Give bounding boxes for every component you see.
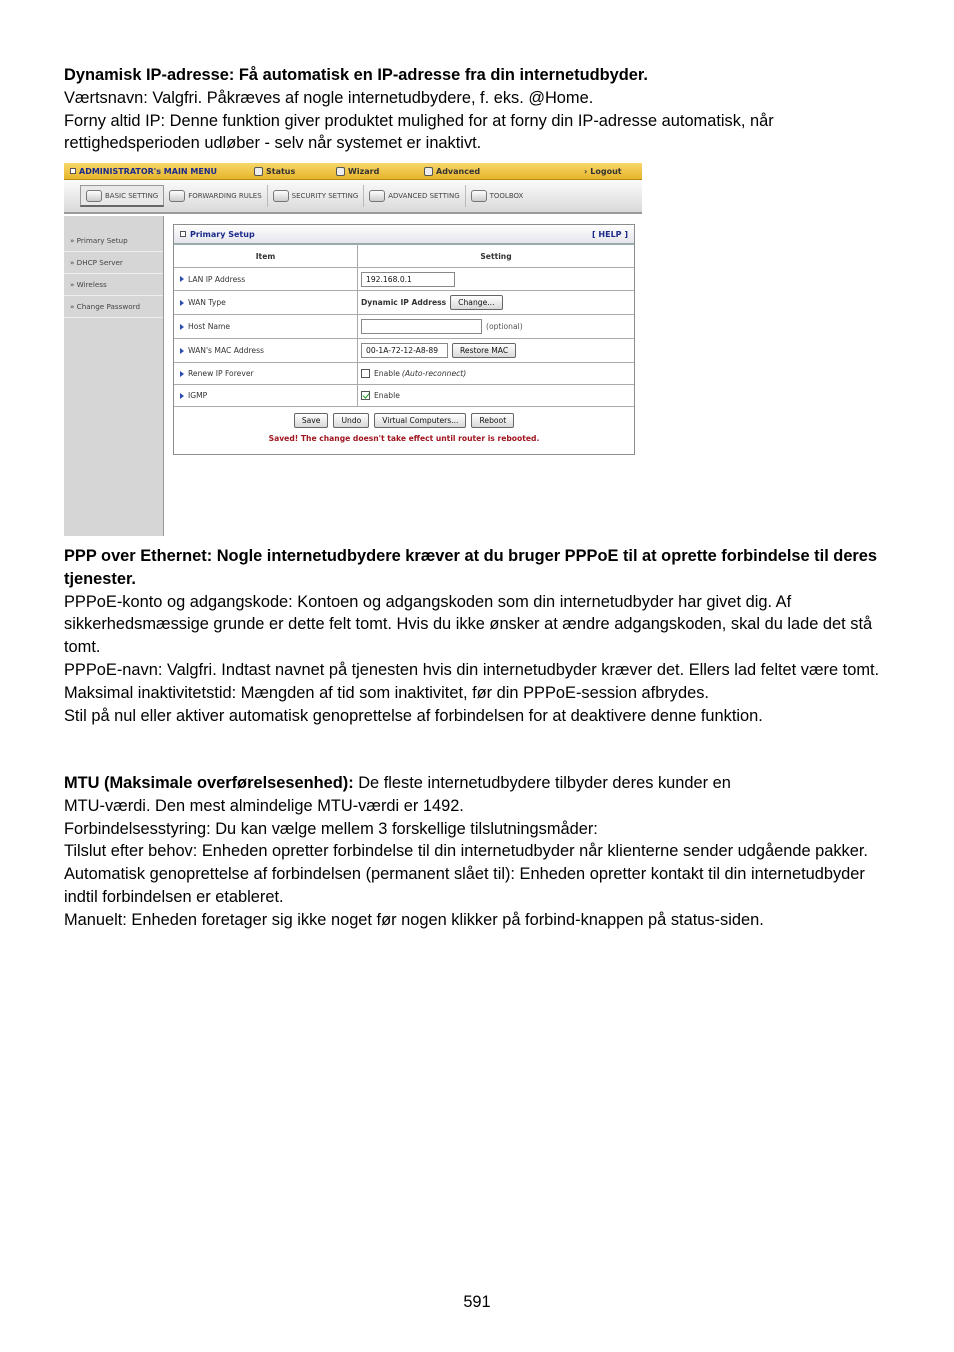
change-button[interactable]: Change... — [450, 295, 502, 310]
section-heading: Dynamisk IP-adresse: Få automatisk en IP-adresse fra din internetudbyder. — [64, 66, 648, 84]
tab-security-setting[interactable]: SECURITY SETTING — [268, 185, 365, 207]
table-row — [174, 315, 634, 339]
column-header-item: Item — [174, 245, 358, 267]
arrow-right-icon — [180, 300, 184, 306]
panel-title-bar — [174, 225, 634, 245]
wizard-icon — [336, 167, 345, 176]
router-sidebar — [64, 216, 164, 536]
table-row — [174, 385, 634, 407]
paragraph: PPPoE-navn: Valgfri. Indtast navnet på tjenesten hvis din internetudbyder kræver det. Ellers lad feltet være tomt. — [64, 660, 880, 679]
page-number: 591 — [463, 1293, 491, 1311]
renew-ip-checkbox[interactable] — [361, 369, 370, 378]
paragraph — [64, 772, 894, 795]
wan-mac-input[interactable]: 00-1A-72-12-A8-89 — [361, 343, 448, 358]
paragraph: Maksimal inaktivitetstid: Mængden af tid som inaktivitet, før din PPPoE-session afbrydes. — [64, 683, 709, 702]
table-row — [174, 339, 634, 363]
tab-advanced-setting[interactable]: ADVANCED SETTING — [364, 185, 465, 207]
panel-title: Primary Setup — [190, 229, 255, 239]
table-header — [174, 245, 634, 268]
advanced-icon — [424, 167, 433, 176]
host-name-input[interactable] — [361, 319, 482, 334]
primary-setup-panel — [173, 224, 635, 455]
chevron-right-icon: › — [584, 166, 588, 176]
advanced-setting-icon — [369, 190, 385, 202]
basic-setting-icon — [86, 190, 102, 202]
paragraph: Værtsnavn: Valgfri. Påkræves af nogle internetudbydere, f. eks. @Home. — [64, 88, 594, 107]
arrow-right-icon — [180, 324, 184, 330]
host-name-hint: (optional) — [486, 322, 523, 331]
section-mtu — [64, 772, 894, 932]
undo-button[interactable]: Undo — [333, 413, 369, 428]
logout-link[interactable]: › Logout — [584, 166, 622, 176]
section-dynamic-ip — [64, 64, 894, 155]
paragraph: Forbindelsesstyring: Du kan vælge mellem 3 forskellige tilslutningsmåder: — [64, 819, 598, 838]
sidebar-item-primary-setup[interactable]: » Primary Setup — [64, 230, 163, 252]
wan-type-label: WAN Type — [188, 298, 226, 307]
router-tab-bar — [64, 180, 642, 214]
paragraph: Tilslut efter behov: Enheden opretter forbindelse til din internetudbyder når klienterne sender udgående pakker. — [64, 842, 868, 861]
igmp-label: IGMP — [188, 391, 208, 400]
saved-message: Saved! The change doesn't take effect until router is rebooted. — [268, 434, 540, 443]
advanced-link[interactable]: Advanced — [424, 167, 480, 176]
arrow-right-icon — [180, 393, 184, 399]
sidebar-item-dhcp-server[interactable]: » DHCP Server — [64, 252, 163, 274]
restore-mac-button[interactable]: Restore MAC — [452, 343, 516, 358]
wan-type-value: Dynamic IP Address — [361, 298, 447, 307]
arrow-right-icon — [180, 371, 184, 377]
mtu-description: De fleste internetudbydere tilbyder deres kunder en — [353, 774, 731, 792]
paragraph: PPPoE-konto og adgangskode: Kontoen og adgangskoden som din internetudbyder har givet dig. Af sikkerhedsmæssige grunde er dette felt tomt. Hvis du ikke ønsker at ændre adgangskoden, skal du lade det stå tomt. — [64, 592, 873, 657]
section-heading: PPP over Ethernet: Nogle internetudbydere kræver at du bruger PPPoE til at oprette forbindelse til deres tjenester. — [64, 547, 878, 588]
help-link[interactable]: [ HELP ] — [591, 229, 628, 239]
panel-square-icon — [180, 231, 186, 237]
igmp-checkbox[interactable] — [361, 391, 370, 400]
renew-note: (Auto-reconnect) — [401, 369, 467, 378]
sidebar-item-change-password[interactable]: » Change Password — [64, 296, 163, 318]
table-row — [174, 291, 634, 315]
paragraph: Automatisk genoprettelse af forbindelsen (permanent slået til): Enheden opretter kontakt til din internetudbyder indtil forbindelsen er etableret. — [64, 865, 865, 906]
paragraph: rettighedsperioden udløber - selv når systemet er inaktivt. — [64, 134, 482, 153]
reboot-button[interactable]: Reboot — [471, 413, 514, 428]
virtual-computers-button[interactable]: Virtual Computers... — [374, 413, 466, 428]
sidebar-item-wireless[interactable]: » Wireless — [64, 274, 163, 296]
menu-square-icon — [70, 168, 76, 174]
renew-enable-label: Enable — [374, 369, 400, 378]
lan-ip-label: LAN IP Address — [188, 274, 246, 284]
arrow-right-icon — [180, 276, 184, 282]
paragraph: Forny altid IP: Denne funktion giver produktet mulighed for at forny din IP-adresse automatisk, når — [64, 111, 774, 130]
main-menu-title: ADMINISTRATOR's MAIN MENU — [70, 167, 217, 176]
tab-forwarding-rules[interactable]: FORWARDING RULES — [164, 185, 267, 207]
arrow-right-icon — [180, 348, 184, 354]
section-pppoe — [64, 545, 894, 727]
save-button[interactable]: Save — [294, 413, 329, 428]
lan-ip-input[interactable]: 192.168.0.1 — [361, 272, 455, 287]
action-buttons — [174, 407, 634, 428]
mtu-term: MTU (Maksimale overførelsesenhed): — [64, 774, 354, 792]
tab-toolbox[interactable]: TOOLBOX — [466, 185, 529, 207]
paragraph: MTU-værdi. Den mest almindelige MTU-værdi er 1492. — [64, 796, 464, 815]
wizard-link[interactable]: Wizard — [336, 167, 379, 176]
router-top-menu — [64, 163, 642, 180]
toolbox-icon — [471, 190, 487, 202]
router-screenshot — [64, 163, 642, 536]
forwarding-rules-icon — [169, 190, 185, 202]
paragraph: Stil på nul eller aktiver automatisk genoprettelse af forbindelsen for at deaktivere denne funktion. — [64, 706, 763, 725]
paragraph: Manuelt: Enheden foretager sig ikke noget før nogen klikker på forbind-knappen på status-siden. — [64, 910, 764, 929]
status-link[interactable]: Status — [254, 167, 295, 176]
wan-mac-label: WAN's MAC Address — [188, 346, 264, 355]
renew-ip-label: Renew IP Forever — [188, 369, 254, 378]
tab-basic-setting[interactable]: BASIC SETTING — [80, 185, 164, 207]
igmp-enable-label: Enable — [374, 391, 400, 400]
status-icon — [254, 167, 263, 176]
host-name-label: Host Name — [188, 322, 231, 331]
column-header-setting: Setting — [480, 251, 512, 261]
table-row — [174, 268, 634, 291]
security-setting-icon — [273, 190, 289, 202]
table-row — [174, 363, 634, 385]
